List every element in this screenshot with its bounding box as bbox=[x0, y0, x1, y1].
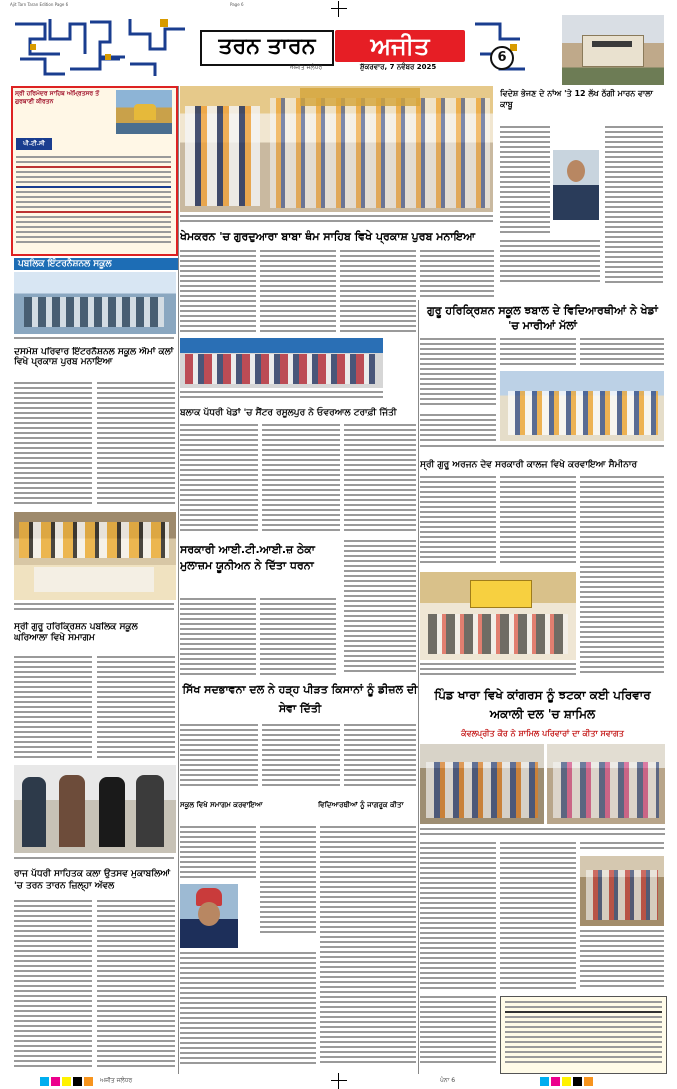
body-harkrishan-public-2 bbox=[97, 656, 175, 762]
headline-school-event: ਸਕੂਲ ਵਿਖੇ ਸਮਾਗਮ ਕਰਵਾਇਆ bbox=[180, 801, 263, 809]
body-school-event-3 bbox=[180, 952, 316, 1070]
body-iti-3 bbox=[344, 540, 416, 678]
page-number-badge: 6 bbox=[490, 46, 514, 70]
body-arjan-2 bbox=[500, 476, 576, 570]
body-fraud-1 bbox=[500, 126, 550, 236]
body-khara-4 bbox=[580, 930, 664, 990]
body-school-event-2 bbox=[260, 826, 316, 936]
ad-title: ਸ੍ਰੀ ਹਰਿਮੰਦਰ ਸਾਹਿਬ ਅੰਮ੍ਰਿਤਸਰ ਤੋਂ ਗੁਰਬਾਣੀ ਕੀਰਤਨ bbox=[15, 90, 100, 105]
caption-harkrishan-sports bbox=[420, 445, 664, 453]
body-prakash-purab-4 bbox=[420, 250, 494, 300]
body-arjan-1 bbox=[420, 476, 496, 570]
body-sikh-sadbhavna-2 bbox=[262, 724, 340, 790]
body-prakash-purab-2 bbox=[260, 250, 336, 334]
body-sikh-sadbhavna-1 bbox=[180, 724, 258, 790]
masthead-logo bbox=[200, 30, 472, 72]
body-harkrishan-public-1 bbox=[14, 656, 92, 762]
ad-body bbox=[16, 156, 171, 248]
print-slug-right: Page 6 bbox=[230, 2, 244, 7]
caption-rajya-kala bbox=[14, 857, 174, 865]
ad-photo-golden-temple bbox=[116, 90, 172, 134]
headline-fraud: ਵਿਦੇਸ਼ ਭੇਜਣ ਦੇ ਨਾਂਅ 'ਤੇ 12 ਲੱਖ ਠੱਗੀ ਮਾਰਨ ਵਾਲਾ ਕਾਬੂ bbox=[500, 89, 653, 109]
body-khara-3 bbox=[580, 842, 664, 852]
column-rule-right bbox=[418, 300, 419, 1074]
body-rajya-kala-1 bbox=[14, 900, 92, 1070]
caption-arjan-dev bbox=[420, 663, 576, 679]
body-harkrishan-sports-4 bbox=[420, 414, 496, 444]
body-harkrishan-sports-2 bbox=[500, 338, 576, 368]
print-slug: Ajit Tarn Taran Edition Page 6 bbox=[10, 2, 69, 7]
body-block-sports-3 bbox=[344, 424, 416, 536]
photo-arjan-dev-seminar bbox=[420, 572, 576, 660]
ad-box bbox=[11, 86, 178, 256]
column-rule-left bbox=[178, 86, 179, 1074]
registration-mark-bottom bbox=[331, 1073, 347, 1089]
body-dasmesh-2 bbox=[97, 382, 175, 508]
headline-iti-protest: ਸਰਕਾਰੀ ਆਈ.ਟੀ.ਆਈ.ਜ਼ ਠੇਕਾ ਮੁਲਾਜ਼ਮ ਯੂਨੀਅਨ ਨੇ ਦਿੱਤਾ ਧਰਨਾ bbox=[180, 543, 315, 572]
photo-international-school bbox=[14, 272, 176, 334]
headline-international-school: ਪਬਲਿਕ ਇੰਟਰਨੈਸ਼ਨਲ ਸਕੂਲ bbox=[14, 258, 178, 270]
body-harkrishan-sports-1 bbox=[420, 338, 496, 410]
caption-prakash-purab bbox=[180, 215, 493, 227]
photo-dasmesh bbox=[14, 512, 176, 600]
body-rajya-kala-2 bbox=[97, 900, 175, 1070]
body-school-event-1 bbox=[180, 826, 256, 882]
classified-box bbox=[500, 996, 667, 1074]
masthead-title-right: ਅਜੀਤ bbox=[335, 30, 465, 62]
masthead-pattern-left bbox=[10, 14, 200, 84]
body-students-1 bbox=[320, 826, 416, 1070]
headline-harkrishan-public: ਸ੍ਰੀ ਗੁਰੂ ਹਰਿਕ੍ਰਿਸ਼ਨ ਪਬਲਿਕ ਸਕੂਲ ਘਰਿਆਲਾ ਵਿਖੇ ਸਮਾਗਮ bbox=[14, 622, 138, 643]
body-arjan-3 bbox=[580, 476, 664, 676]
headline-rajya-kala: ਰਾਜ ਪੱਧਰੀ ਸਾਹਿਤਕ ਕਲਾ ਉਤਸਵ ਮੁਕਾਬਲਿਆਂ 'ਚ ਤਰਨ ਤਾਰਨ ਜ਼ਿਲ੍ਹਾ ਅੱਵਲ bbox=[14, 869, 171, 891]
photo-building bbox=[562, 15, 664, 85]
caption-block-sports bbox=[180, 391, 383, 401]
body-iti-1 bbox=[180, 598, 256, 678]
photo-portrait bbox=[180, 884, 238, 948]
registration-mark-top bbox=[331, 1, 347, 17]
body-iti-2 bbox=[260, 598, 336, 678]
body-khara-2 bbox=[500, 842, 576, 992]
body-block-sports-2 bbox=[262, 424, 340, 536]
footer-left: ਅਜੀਤ ਜਲੰਧਰ bbox=[100, 1077, 133, 1084]
headline-harkrishan-sports: ਗੁਰੂ ਹਰਿਕ੍ਰਿਸ਼ਨ ਸਕੂਲ ਝਬਾਲ ਦੇ ਵਿਦਿਆਰਥੀਆਂ ਨੇ ਖੇਡਾਂ 'ਚ ਮਾਰੀਆਂ ਮੱਲਾਂ bbox=[427, 304, 658, 332]
caption-dasmesh bbox=[14, 603, 174, 613]
headline-khara-congress: ਪਿੰਡ ਖਾਰਾ ਵਿਖੇ ਕਾਂਗਰਸ ਨੂੰ ਝਟਕਾ ਕਈ ਪਰਿਵਾਰ ਅਕਾਲੀ ਦਲ 'ਚ ਸ਼ਾਮਿਲ bbox=[434, 688, 651, 721]
body-harkrishan-sports-3 bbox=[580, 338, 664, 368]
body-fraud-3 bbox=[500, 240, 600, 285]
color-bar-right bbox=[540, 1077, 660, 1086]
caption-khara bbox=[420, 828, 665, 838]
body-prakash-purab-1 bbox=[180, 250, 256, 334]
body-prakash-purab-3 bbox=[340, 250, 416, 334]
photo-harkrishan-sports bbox=[500, 371, 664, 441]
photo-prakash-purab bbox=[180, 86, 493, 212]
masthead-date: ਸ਼ੁੱਕਰਵਾਰ, 7 ਨਵੰਬਰ 2025 bbox=[360, 63, 437, 71]
photo-block-sports bbox=[180, 338, 383, 388]
body-khara-1 bbox=[420, 842, 496, 992]
body-khara-5 bbox=[420, 996, 496, 1070]
photo-fraud-accused bbox=[553, 150, 599, 220]
body-sikh-sadbhavna-3 bbox=[344, 724, 416, 790]
body-block-sports-1 bbox=[180, 424, 258, 536]
body-dasmesh-1 bbox=[14, 382, 92, 508]
photo-khara-1 bbox=[420, 744, 544, 824]
headline-students: ਵਿਦਿਆਰਥੀਆਂ ਨੂੰ ਜਾਗਰੂਕ ਕੀਤਾ bbox=[318, 801, 404, 809]
masthead-title-left: ਤਰਨ ਤਾਰਨ bbox=[200, 30, 334, 66]
masthead-subtitle: ਅਜੀਤ ਜਲੰਧਰ bbox=[290, 64, 323, 71]
photo-khara-3 bbox=[580, 856, 664, 926]
headline-prakash-purab: ਖੇਮਕਰਨ 'ਚ ਗੁਰਦੁਆਰਾ ਬਾਬਾ ਥੰਮ ਸਾਹਿਬ ਵਿਖੇ ਪ੍ਰਕਾਸ਼ ਪੁਰਬ ਮਨਾਇਆ bbox=[180, 230, 476, 243]
subhead-khara-congress: ਕੰਵਲਪ੍ਰੀਤ ਕੌਰ ਨੇ ਸ਼ਾਮਿਲ ਪਰਿਵਾਰਾਂ ਦਾ ਕੀਤਾ ਸਵਾਗਤ bbox=[461, 729, 624, 738]
ad-badge: ਪੀ.ਟੀ.ਸੀ bbox=[16, 138, 52, 150]
headline-arjan-dev-seminar: ਸ੍ਰੀ ਗੁਰੂ ਅਰਜਨ ਦੇਵ ਸਰਕਾਰੀ ਕਾਲਜ ਵਿਖੇ ਕਰਵਾਇਆ ਸੈਮੀਨਾਰ bbox=[420, 460, 638, 470]
photo-khara-2 bbox=[547, 744, 665, 824]
headline-block-sports: ਬਲਾਕ ਪੱਧਰੀ ਖੇਡਾਂ 'ਚ ਸੈਂਟਰ ਰਸੂਲਪੁਰ ਨੇ ਓਵਰਆਲ ਟਰਾਫ਼ੀ ਜਿੱਤੀ bbox=[180, 408, 397, 418]
caption-international-school bbox=[14, 337, 174, 345]
photo-rajya-kala bbox=[14, 765, 176, 853]
headline-dasmesh: ਦਸਮੇਸ਼ ਪਰਿਵਾਰ ਇੰਟਰਨੈਸ਼ਨਲ ਸਕੂਲ ਐਮਾਂ ਕਲਾਂ ਵਿਖੇ ਪ੍ਰਕਾਸ਼ ਪੁਰਬ ਮਨਾਇਆ bbox=[14, 347, 174, 367]
headline-sikh-sadbhavna: ਸਿੱਖ ਸਦਭਾਵਨਾ ਦਲ ਨੇ ਹੜ੍ਹ ਪੀੜਤ ਕਿਸਾਨਾਂ ਨੂੰ ਡੀਜ਼ਲ ਦੀ ਸੇਵਾ ਦਿੱਤੀ bbox=[182, 683, 418, 715]
footer-right: ਪੰਨਾ 6 bbox=[440, 1077, 456, 1084]
body-fraud-2 bbox=[605, 126, 663, 286]
